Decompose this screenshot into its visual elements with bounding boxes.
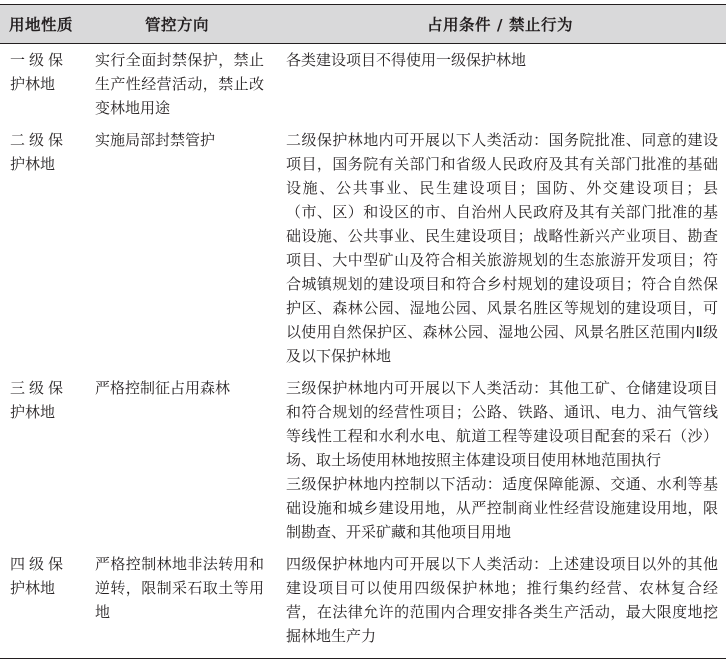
- table-row: [0, 372, 726, 548]
- table-body: [0, 44, 726, 659]
- conditions-cell: [274, 44, 726, 125]
- control-direction-cell: 严格控制征占用森林: [95, 379, 231, 397]
- header-row: [0, 5, 726, 44]
- conditions-paragraph: 三级保护林地内可开展以下人类活动：其他工矿、仓储建设项目和符合规划的经营性项目；公路、铁路、通讯、电力、油气管线等线性工程和水利水电、航道工程等建设项目配套的采石（沙）场、取土场使用林地按照主体建设项目使用林地范围执行: [286, 379, 718, 469]
- conditions-paragraph: 四级保护林地内可开展以下人类活动：上述建设项目以外的其他建设项目可以使用四级保护林地；推行集约经营、农林复合经营，在法律允许的范围内合理安排各类生产活动，最大限度地挖掘林地生产力: [286, 555, 718, 645]
- header-conditions: 占用条件 / 禁止行为: [274, 5, 726, 44]
- table-row: [0, 548, 726, 659]
- header-land-type: 用地性质: [0, 5, 83, 44]
- land-type-cell: 二级保护林地: [10, 131, 63, 173]
- table-row: [0, 124, 726, 372]
- conditions-paragraph: 二级保护林地内可开展以下人类活动：国务院批准、同意的建设项目，国务院有关部门和省级人民政府及其有关部门批准的基础设施、公共事业、民生建设项目；国防、外交建设项目；县（市、区）和设区的市、自治州人民政府及其有关部门批准的基础设施、公共事业、民生建设项目；战略性新兴产业项目、勘查项目、大中型矿山及符合相关旅游规划的生态旅游开发项目；符合城镇规划的建设项目和符合乡村规划的建设项目；符合自然保护区、森林公园、湿地公园、风景名胜区等规划的建设项目，可以使用自然保护区、森林公园、湿地公园、风景名胜区范围内Ⅱ级及以下保护林地: [286, 131, 718, 365]
- conditions-cell: [274, 548, 726, 659]
- conditions-cell: [274, 124, 726, 372]
- control-direction-cell: 实行全面封禁保护，禁止生产性经营活动，禁止改变林地用途: [95, 51, 264, 117]
- table-header: [0, 5, 726, 44]
- control-direction-cell: 实施局部封禁管护: [95, 131, 216, 149]
- land-type-cell: 一级保护林地: [10, 51, 63, 93]
- conditions-paragraph: 各类建设项目不得使用一级保护林地: [286, 51, 527, 69]
- table-row: [0, 44, 726, 125]
- conditions-cell: [274, 372, 726, 548]
- land-type-cell: 三级保护林地: [10, 379, 63, 421]
- control-direction-cell: 严格控制林地非法转用和逆转，限制采石取土等用地: [83, 548, 274, 659]
- land-type-cell: 四级保护林地: [0, 548, 83, 659]
- forest-land-protection-table: [0, 4, 726, 659]
- conditions-paragraph: 三级保护林地内控制以下活动：适度保障能源、交通、水利等基础设施和城乡建设用地，从严控制商业性经营设施建设用地，限制勘查、开采矿藏和其他项目用地: [286, 475, 718, 541]
- header-control-direction: 管控方向: [83, 5, 274, 44]
